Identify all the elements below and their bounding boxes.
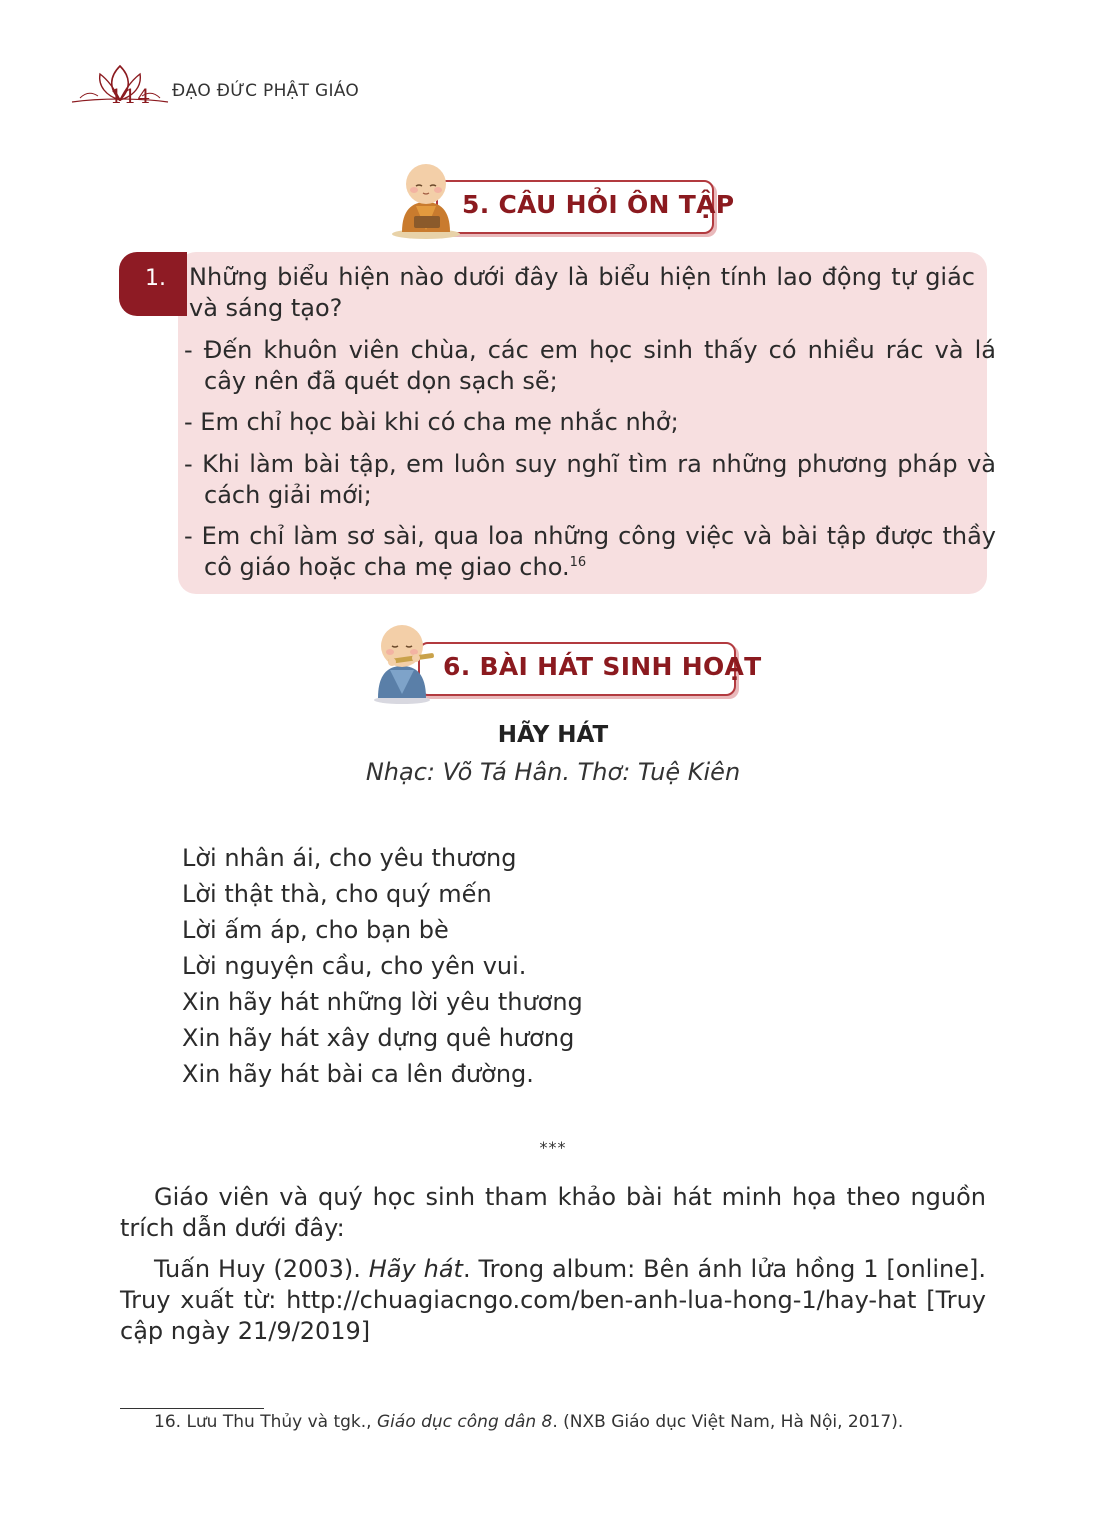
reference-intro: Giáo viên và quý học sinh tham khảo bài hát minh họa theo nguồn trích dẫn dưới đây: xyxy=(120,1183,986,1242)
lyric-line: Lời nguyện cầu, cho yên vui. xyxy=(182,952,527,980)
footnote-prefix: 16. Lưu Thu Thủy và tgk., xyxy=(154,1412,377,1432)
section-heading-song xyxy=(366,618,762,708)
lyric-line: Lời nhân ái, cho yêu thương xyxy=(182,844,517,872)
footnote-ref: 16 xyxy=(569,555,587,570)
footnote-title: Giáo dục công dân 8 xyxy=(377,1412,553,1432)
answer-option xyxy=(184,521,996,583)
lyric-line: Xin hãy hát những lời yêu thương xyxy=(182,988,583,1016)
section-heading-review xyxy=(388,160,735,240)
song-lyrics xyxy=(182,840,583,1092)
question-number: 1. xyxy=(119,252,187,316)
footnote-suffix: . (NXB Giáo dục Việt Nam, Hà Nội, 2017). xyxy=(552,1412,904,1432)
monk-reading-icon xyxy=(388,160,468,240)
answer-option: - Đến khuôn viên chùa, các em học sinh thấy có nhiều rác và lá cây nên đã quét dọn sạch sẽ; xyxy=(184,336,996,395)
citation-suffix: . Trong album: Bên ánh lửa hồng 1 [online]. Truy xuất từ: http://chuagiacngo.com/ben-anh-lua-hong-1/hay-hat [Truy cập ngày 21/9/2019] xyxy=(120,1255,986,1345)
answer-option: - Em chỉ học bài khi có cha mẹ nhắc nhở; xyxy=(184,408,679,436)
reference-citation xyxy=(120,1254,986,1347)
answer-option-text: - Em chỉ làm sơ sài, qua loa những công việc và bài tập được thầy cô giáo hoặc cha mẹ giao cho. xyxy=(184,522,996,581)
footnote-divider xyxy=(120,1408,264,1409)
question-text: Những biểu hiện nào dưới đây là biểu hiện tính lao động tự giác và sáng tạo? xyxy=(189,263,975,322)
lyric-line: Xin hãy hát bài ca lên đường. xyxy=(182,1060,534,1088)
book-title: ĐẠO ĐỨC PHẬT GIÁO xyxy=(172,81,360,101)
section-title: 6. BÀI HÁT SINH HOẠT xyxy=(443,652,762,681)
lyric-line: Xin hãy hát xây dựng quê hương xyxy=(182,1024,575,1052)
footnote xyxy=(154,1412,903,1432)
page-header xyxy=(70,62,470,112)
section-separator: *** xyxy=(539,1138,567,1157)
answer-option: - Khi làm bài tập, em luôn suy nghĩ tìm ra những phương pháp và cách giải mới; xyxy=(184,450,996,509)
citation-prefix: Tuấn Huy (2003). xyxy=(154,1255,369,1283)
monk-flute-icon xyxy=(366,618,448,706)
lyric-line: Lời ấm áp, cho bạn bè xyxy=(182,916,449,944)
song-credit: Nhạc: Võ Tá Hân. Thơ: Tuệ Kiên xyxy=(365,758,741,786)
citation-title: Hãy hát xyxy=(368,1255,463,1283)
song-title: HÃY HÁT xyxy=(497,722,609,748)
lyric-line: Lời thật thà, cho quý mến xyxy=(182,880,492,908)
page-number: 114 xyxy=(110,84,152,108)
section-title: 5. CÂU HỎI ÔN TẬP xyxy=(462,190,735,219)
